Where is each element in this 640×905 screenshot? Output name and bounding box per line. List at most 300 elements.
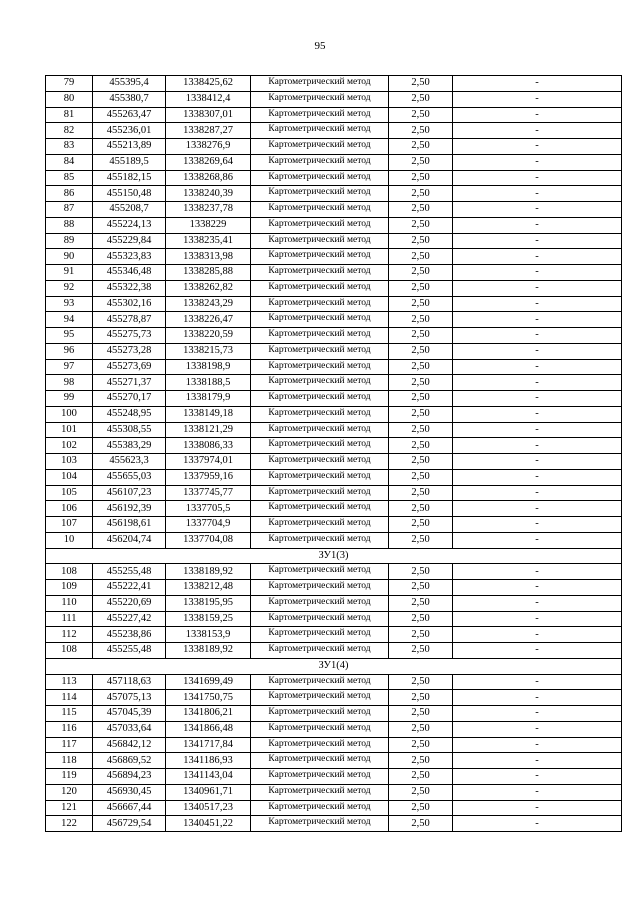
- accuracy-cell: 2,50: [389, 107, 453, 123]
- note-cell: -: [453, 690, 622, 706]
- coordinate-x-cell: 455220,69: [93, 595, 166, 611]
- method-cell: Картометрический метод: [251, 186, 389, 202]
- note-cell: -: [453, 107, 622, 123]
- coordinate-y-cell: 1338412,4: [166, 91, 251, 107]
- coordinate-y-cell: 1341717,84: [166, 737, 251, 753]
- table-row: [46, 312, 622, 328]
- coordinate-x-cell: 455273,69: [93, 359, 166, 375]
- accuracy-cell: 2,50: [389, 217, 453, 233]
- accuracy-cell: 2,50: [389, 406, 453, 422]
- point-number-cell: 112: [46, 627, 93, 643]
- note-cell: -: [453, 611, 622, 627]
- point-number-cell: 114: [46, 690, 93, 706]
- table-row: [46, 532, 622, 548]
- coordinate-x-cell: 455383,29: [93, 438, 166, 454]
- note-cell: -: [453, 312, 622, 328]
- coordinate-x-cell: 455182,15: [93, 170, 166, 186]
- note-cell: -: [453, 706, 622, 722]
- method-cell: Картометрический метод: [251, 265, 389, 281]
- note-cell: -: [453, 438, 622, 454]
- point-number-cell: 107: [46, 517, 93, 533]
- method-cell: Картометрический метод: [251, 690, 389, 706]
- coordinate-y-cell: 1340517,23: [166, 800, 251, 816]
- method-cell: Картометрический метод: [251, 280, 389, 296]
- point-number-cell: 84: [46, 154, 93, 170]
- accuracy-cell: 2,50: [389, 343, 453, 359]
- note-cell: -: [453, 154, 622, 170]
- note-cell: -: [453, 485, 622, 501]
- note-cell: -: [453, 202, 622, 218]
- coordinate-y-cell: 1341699,49: [166, 674, 251, 690]
- table-row: [46, 627, 622, 643]
- accuracy-cell: 2,50: [389, 438, 453, 454]
- method-cell: Картометрический метод: [251, 406, 389, 422]
- coordinate-y-cell: 1340451,22: [166, 816, 251, 832]
- section-title: ЗУ1(3): [46, 548, 622, 564]
- coordinate-x-cell: 455189,5: [93, 154, 166, 170]
- note-cell: -: [453, 816, 622, 832]
- point-number-cell: 86: [46, 186, 93, 202]
- table-row: [46, 91, 622, 107]
- table-row: [46, 343, 622, 359]
- coordinate-x-cell: 455271,37: [93, 375, 166, 391]
- note-cell: -: [453, 343, 622, 359]
- coordinate-y-cell: 1338235,41: [166, 233, 251, 249]
- coordinate-y-cell: 1338269,64: [166, 154, 251, 170]
- coordinate-y-cell: 1338268,86: [166, 170, 251, 186]
- accuracy-cell: 2,50: [389, 580, 453, 596]
- note-cell: -: [453, 517, 622, 533]
- coordinate-y-cell: 1338189,92: [166, 564, 251, 580]
- table-row: [46, 816, 622, 832]
- coordinate-x-cell: 455222,41: [93, 580, 166, 596]
- coordinate-x-cell: 455395,4: [93, 76, 166, 92]
- coordinate-y-cell: 1338195,95: [166, 595, 251, 611]
- point-number-cell: 102: [46, 438, 93, 454]
- point-number-cell: 111: [46, 611, 93, 627]
- note-cell: -: [453, 784, 622, 800]
- accuracy-cell: 2,50: [389, 154, 453, 170]
- accuracy-cell: 2,50: [389, 328, 453, 344]
- accuracy-cell: 2,50: [389, 76, 453, 92]
- point-number-cell: 101: [46, 422, 93, 438]
- note-cell: -: [453, 737, 622, 753]
- method-cell: Картометрический метод: [251, 580, 389, 596]
- table-row: [46, 501, 622, 517]
- accuracy-cell: 2,50: [389, 706, 453, 722]
- coordinate-x-cell: 455380,7: [93, 91, 166, 107]
- accuracy-cell: 2,50: [389, 611, 453, 627]
- note-cell: -: [453, 469, 622, 485]
- point-number-cell: 96: [46, 343, 93, 359]
- note-cell: -: [453, 359, 622, 375]
- coordinate-x-cell: 455623,3: [93, 454, 166, 470]
- note-cell: -: [453, 769, 622, 785]
- coordinate-x-cell: 455263,47: [93, 107, 166, 123]
- coordinate-x-cell: 455229,84: [93, 233, 166, 249]
- table-row: [46, 595, 622, 611]
- coordinate-x-cell: 455213,89: [93, 139, 166, 155]
- table-row: [46, 107, 622, 123]
- coordinate-y-cell: 1337704,08: [166, 532, 251, 548]
- method-cell: Картометрический метод: [251, 611, 389, 627]
- method-cell: Картометрический метод: [251, 107, 389, 123]
- table-row: [46, 296, 622, 312]
- point-number-cell: 99: [46, 391, 93, 407]
- coordinate-x-cell: 455308,55: [93, 422, 166, 438]
- table-row: [46, 202, 622, 218]
- note-cell: -: [453, 721, 622, 737]
- coordinate-x-cell: 457045,39: [93, 706, 166, 722]
- point-number-cell: 97: [46, 359, 93, 375]
- coordinate-x-cell: 456107,23: [93, 485, 166, 501]
- table-row: [46, 721, 622, 737]
- coordinate-y-cell: 1338198,9: [166, 359, 251, 375]
- accuracy-cell: 2,50: [389, 123, 453, 139]
- coordinate-y-cell: 1338313,98: [166, 249, 251, 265]
- point-number-cell: 91: [46, 265, 93, 281]
- note-cell: -: [453, 76, 622, 92]
- coordinates-table: [45, 75, 622, 832]
- table-row: [46, 406, 622, 422]
- method-cell: Картометрический метод: [251, 359, 389, 375]
- point-number-cell: 122: [46, 816, 93, 832]
- section-header-row: [46, 548, 622, 564]
- coordinate-y-cell: 1338159,25: [166, 611, 251, 627]
- coordinate-y-cell: 1337974,01: [166, 454, 251, 470]
- accuracy-cell: 2,50: [389, 690, 453, 706]
- method-cell: Картометрический метод: [251, 674, 389, 690]
- table-row: [46, 249, 622, 265]
- accuracy-cell: 2,50: [389, 627, 453, 643]
- accuracy-cell: 2,50: [389, 139, 453, 155]
- note-cell: -: [453, 170, 622, 186]
- point-number-cell: 118: [46, 753, 93, 769]
- coordinate-x-cell: 457075,13: [93, 690, 166, 706]
- point-number-cell: 87: [46, 202, 93, 218]
- coordinate-x-cell: 455273,28: [93, 343, 166, 359]
- accuracy-cell: 2,50: [389, 186, 453, 202]
- table-row: [46, 359, 622, 375]
- table-row: [46, 517, 622, 533]
- table-row: [46, 438, 622, 454]
- coordinate-y-cell: 1338188,5: [166, 375, 251, 391]
- coordinate-x-cell: 455227,42: [93, 611, 166, 627]
- method-cell: Картометрический метод: [251, 296, 389, 312]
- coordinate-x-cell: 455255,48: [93, 564, 166, 580]
- point-number-cell: 103: [46, 454, 93, 470]
- accuracy-cell: 2,50: [389, 91, 453, 107]
- note-cell: -: [453, 406, 622, 422]
- method-cell: Картометрический метод: [251, 501, 389, 517]
- note-cell: -: [453, 186, 622, 202]
- coordinate-x-cell: 455236,01: [93, 123, 166, 139]
- coordinate-x-cell: 456192,39: [93, 501, 166, 517]
- note-cell: -: [453, 800, 622, 816]
- note-cell: -: [453, 532, 622, 548]
- note-cell: -: [453, 280, 622, 296]
- coordinate-x-cell: 455275,73: [93, 328, 166, 344]
- accuracy-cell: 2,50: [389, 312, 453, 328]
- coordinate-x-cell: 456729,54: [93, 816, 166, 832]
- accuracy-cell: 2,50: [389, 674, 453, 690]
- coordinate-y-cell: 1341143,04: [166, 769, 251, 785]
- coordinate-y-cell: 1338425,62: [166, 76, 251, 92]
- table-row: [46, 469, 622, 485]
- table-row: [46, 753, 622, 769]
- page-number: 95: [314, 40, 326, 52]
- table-row: [46, 674, 622, 690]
- note-cell: -: [453, 580, 622, 596]
- point-number-cell: 83: [46, 139, 93, 155]
- coordinate-y-cell: 1338179,9: [166, 391, 251, 407]
- accuracy-cell: 2,50: [389, 170, 453, 186]
- table-row: [46, 76, 622, 92]
- note-cell: -: [453, 123, 622, 139]
- note-cell: -: [453, 422, 622, 438]
- accuracy-cell: 2,50: [389, 721, 453, 737]
- table-row: [46, 391, 622, 407]
- method-cell: Картометрический метод: [251, 375, 389, 391]
- coordinate-x-cell: 455238,86: [93, 627, 166, 643]
- coordinate-x-cell: 455208,7: [93, 202, 166, 218]
- accuracy-cell: 2,50: [389, 233, 453, 249]
- coordinate-y-cell: 1337705,5: [166, 501, 251, 517]
- table-row: [46, 217, 622, 233]
- table-row: [46, 233, 622, 249]
- method-cell: Картометрический метод: [251, 312, 389, 328]
- point-number-cell: 108: [46, 643, 93, 659]
- method-cell: Картометрический метод: [251, 595, 389, 611]
- coordinate-y-cell: 1338262,82: [166, 280, 251, 296]
- coordinate-y-cell: 1338229: [166, 217, 251, 233]
- point-number-cell: 10: [46, 532, 93, 548]
- note-cell: -: [453, 674, 622, 690]
- point-number-cell: 81: [46, 107, 93, 123]
- coordinate-x-cell: 456667,44: [93, 800, 166, 816]
- method-cell: Картометрический метод: [251, 438, 389, 454]
- method-cell: Картометрический метод: [251, 422, 389, 438]
- accuracy-cell: 2,50: [389, 422, 453, 438]
- point-number-cell: 116: [46, 721, 93, 737]
- point-number-cell: 113: [46, 674, 93, 690]
- coordinate-x-cell: 457033,64: [93, 721, 166, 737]
- point-number-cell: 80: [46, 91, 93, 107]
- coordinate-x-cell: 455323,83: [93, 249, 166, 265]
- point-number-cell: 109: [46, 580, 93, 596]
- method-cell: Картометрический метод: [251, 170, 389, 186]
- point-number-cell: 120: [46, 784, 93, 800]
- note-cell: -: [453, 249, 622, 265]
- coordinate-x-cell: 456198,61: [93, 517, 166, 533]
- method-cell: Картометрический метод: [251, 721, 389, 737]
- coordinate-x-cell: 455248,95: [93, 406, 166, 422]
- method-cell: Картометрический метод: [251, 517, 389, 533]
- coordinate-x-cell: 455346,48: [93, 265, 166, 281]
- method-cell: Картометрический метод: [251, 469, 389, 485]
- method-cell: Картометрический метод: [251, 737, 389, 753]
- coordinate-y-cell: 1338240,39: [166, 186, 251, 202]
- coordinates-table-body: [46, 76, 622, 832]
- point-number-cell: 108: [46, 564, 93, 580]
- coordinate-y-cell: 1337959,16: [166, 469, 251, 485]
- table-row: [46, 580, 622, 596]
- point-number-cell: 88: [46, 217, 93, 233]
- section-header-row: [46, 658, 622, 674]
- method-cell: Картометрический метод: [251, 816, 389, 832]
- point-number-cell: 95: [46, 328, 93, 344]
- note-cell: -: [453, 217, 622, 233]
- section-title: ЗУ1(4): [46, 658, 622, 674]
- note-cell: -: [453, 139, 622, 155]
- table-row: [46, 154, 622, 170]
- method-cell: Картометрический метод: [251, 391, 389, 407]
- point-number-cell: 79: [46, 76, 93, 92]
- note-cell: -: [453, 391, 622, 407]
- table-row: [46, 186, 622, 202]
- coordinate-x-cell: 455255,48: [93, 643, 166, 659]
- accuracy-cell: 2,50: [389, 296, 453, 312]
- table-row: [46, 485, 622, 501]
- accuracy-cell: 2,50: [389, 595, 453, 611]
- point-number-cell: 121: [46, 800, 93, 816]
- coordinate-y-cell: 1338287,27: [166, 123, 251, 139]
- method-cell: Картометрический метод: [251, 123, 389, 139]
- table-row: [46, 769, 622, 785]
- accuracy-cell: 2,50: [389, 501, 453, 517]
- accuracy-cell: 2,50: [389, 769, 453, 785]
- accuracy-cell: 2,50: [389, 359, 453, 375]
- coordinate-y-cell: 1341806,21: [166, 706, 251, 722]
- coordinate-y-cell: 1338086,33: [166, 438, 251, 454]
- accuracy-cell: 2,50: [389, 816, 453, 832]
- coordinate-y-cell: 1338121,29: [166, 422, 251, 438]
- accuracy-cell: 2,50: [389, 265, 453, 281]
- point-number-cell: 117: [46, 737, 93, 753]
- method-cell: Картометрический метод: [251, 454, 389, 470]
- table-row: [46, 564, 622, 580]
- table-row: [46, 643, 622, 659]
- note-cell: -: [453, 564, 622, 580]
- note-cell: -: [453, 233, 622, 249]
- coordinate-y-cell: 1341186,93: [166, 753, 251, 769]
- coordinate-y-cell: 1341866,48: [166, 721, 251, 737]
- coordinate-y-cell: 1338189,92: [166, 643, 251, 659]
- method-cell: Картометрический метод: [251, 139, 389, 155]
- table-row: [46, 611, 622, 627]
- table-row: [46, 800, 622, 816]
- method-cell: Картометрический метод: [251, 154, 389, 170]
- table-row: [46, 737, 622, 753]
- note-cell: -: [453, 753, 622, 769]
- point-number-cell: 106: [46, 501, 93, 517]
- note-cell: -: [453, 627, 622, 643]
- table-row: [46, 265, 622, 281]
- method-cell: Картометрический метод: [251, 249, 389, 265]
- note-cell: -: [453, 643, 622, 659]
- table-row: [46, 454, 622, 470]
- coordinate-x-cell: 456894,23: [93, 769, 166, 785]
- coordinate-y-cell: 1338243,29: [166, 296, 251, 312]
- point-number-cell: 85: [46, 170, 93, 186]
- method-cell: Картометрический метод: [251, 643, 389, 659]
- accuracy-cell: 2,50: [389, 391, 453, 407]
- coordinate-y-cell: 1338220,59: [166, 328, 251, 344]
- method-cell: Картометрический метод: [251, 76, 389, 92]
- accuracy-cell: 2,50: [389, 753, 453, 769]
- accuracy-cell: 2,50: [389, 800, 453, 816]
- coordinate-x-cell: 455322,38: [93, 280, 166, 296]
- accuracy-cell: 2,50: [389, 784, 453, 800]
- table-row: [46, 328, 622, 344]
- table-row: [46, 706, 622, 722]
- point-number-cell: 119: [46, 769, 93, 785]
- table-row: [46, 784, 622, 800]
- method-cell: Картометрический метод: [251, 328, 389, 344]
- point-number-cell: 94: [46, 312, 93, 328]
- accuracy-cell: 2,50: [389, 375, 453, 391]
- method-cell: Картометрический метод: [251, 91, 389, 107]
- method-cell: Картометрический метод: [251, 233, 389, 249]
- accuracy-cell: 2,50: [389, 737, 453, 753]
- coordinate-y-cell: 1340961,71: [166, 784, 251, 800]
- method-cell: Картометрический метод: [251, 706, 389, 722]
- method-cell: Картометрический метод: [251, 800, 389, 816]
- method-cell: Картометрический метод: [251, 485, 389, 501]
- method-cell: Картометрический метод: [251, 753, 389, 769]
- coordinate-y-cell: 1338215,73: [166, 343, 251, 359]
- accuracy-cell: 2,50: [389, 469, 453, 485]
- coordinate-x-cell: 457118,63: [93, 674, 166, 690]
- note-cell: -: [453, 328, 622, 344]
- table-row: [46, 280, 622, 296]
- accuracy-cell: 2,50: [389, 517, 453, 533]
- accuracy-cell: 2,50: [389, 485, 453, 501]
- coordinate-y-cell: 1341750,75: [166, 690, 251, 706]
- coordinate-x-cell: 455655,03: [93, 469, 166, 485]
- coordinate-x-cell: 455278,87: [93, 312, 166, 328]
- method-cell: Картометрический метод: [251, 769, 389, 785]
- point-number-cell: 100: [46, 406, 93, 422]
- note-cell: -: [453, 454, 622, 470]
- coordinate-y-cell: 1338226,47: [166, 312, 251, 328]
- note-cell: -: [453, 595, 622, 611]
- coordinate-x-cell: 455150,48: [93, 186, 166, 202]
- table-row: [46, 123, 622, 139]
- coordinate-y-cell: 1338237,78: [166, 202, 251, 218]
- coordinate-y-cell: 1337704,9: [166, 517, 251, 533]
- point-number-cell: 82: [46, 123, 93, 139]
- table-row: [46, 170, 622, 186]
- point-number-cell: 115: [46, 706, 93, 722]
- table-row: [46, 375, 622, 391]
- coordinate-x-cell: 456842,12: [93, 737, 166, 753]
- method-cell: Картометрический метод: [251, 564, 389, 580]
- method-cell: Картометрический метод: [251, 532, 389, 548]
- coordinate-y-cell: 1338212,48: [166, 580, 251, 596]
- table-row: [46, 422, 622, 438]
- point-number-cell: 92: [46, 280, 93, 296]
- coordinate-x-cell: 455270,17: [93, 391, 166, 407]
- accuracy-cell: 2,50: [389, 532, 453, 548]
- method-cell: Картометрический метод: [251, 784, 389, 800]
- accuracy-cell: 2,50: [389, 249, 453, 265]
- table-row: [46, 139, 622, 155]
- coordinate-y-cell: 1338149,18: [166, 406, 251, 422]
- coordinate-x-cell: 455302,16: [93, 296, 166, 312]
- coordinate-x-cell: 456930,45: [93, 784, 166, 800]
- coordinate-y-cell: 1338276,9: [166, 139, 251, 155]
